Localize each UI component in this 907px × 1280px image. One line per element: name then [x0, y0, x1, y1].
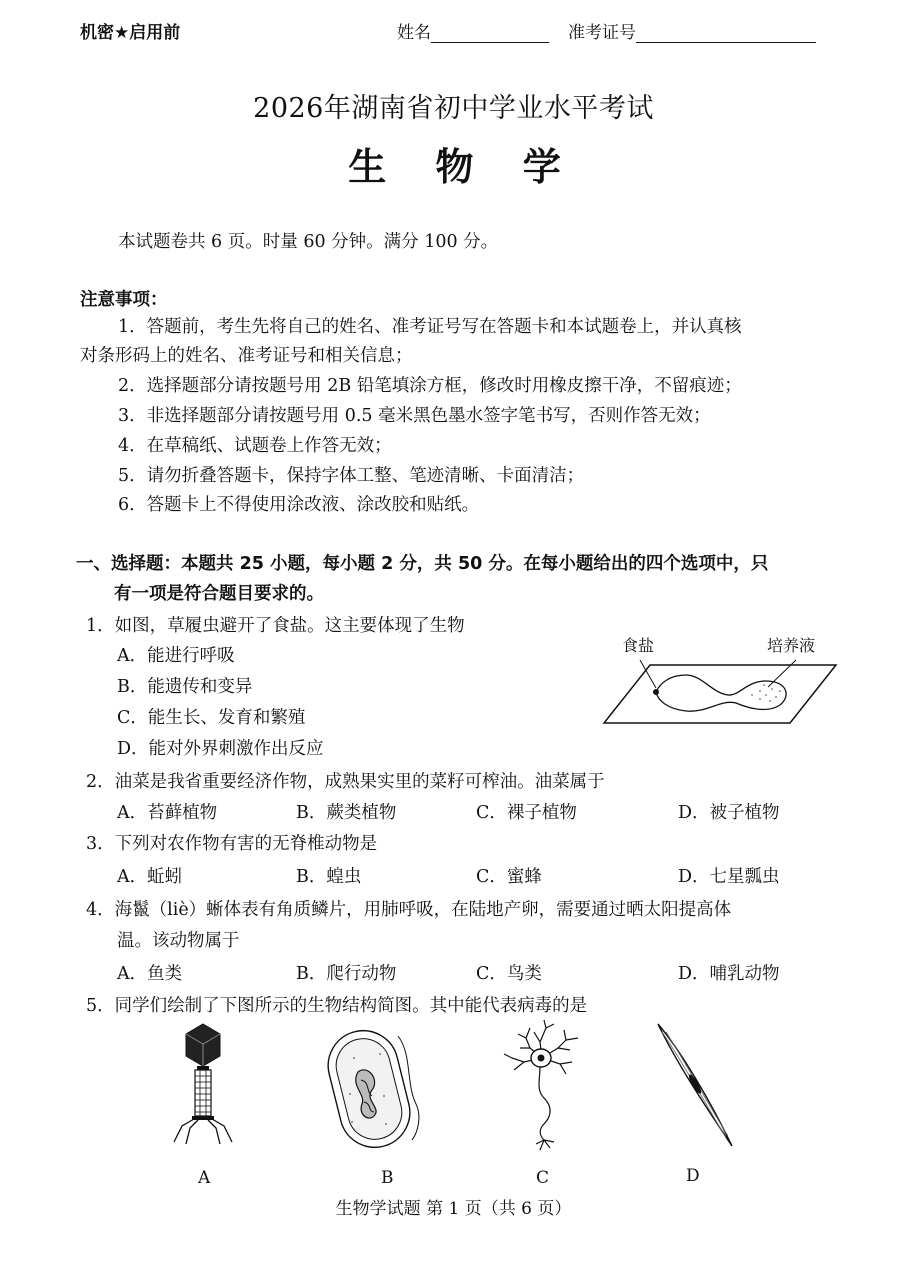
- question-4-stem: 4．海鬣（liè）蜥体表有角质鳞片，用肺呼吸，在陆地产卵，需要通过晒太阳提高体: [86, 900, 732, 920]
- q4-option-a: A．鱼类: [117, 964, 183, 984]
- question-1-stem: 1．如图，草履虫避开了食盐。这主要体现了生物: [86, 616, 465, 636]
- figure-label-d: D: [686, 1166, 700, 1186]
- subject-title: 生 物 学: [348, 145, 579, 189]
- bacterium-figure: [328, 1024, 428, 1154]
- q1-option-a: A．能进行呼吸: [117, 646, 235, 666]
- note-item: 2．选择题部分请按题号用 2B 铅笔填涂方框，修改时用橡皮擦干净，不留痕迹；: [118, 376, 742, 396]
- name-label: 姓名: [397, 23, 431, 43]
- name-field: [397, 18, 549, 43]
- muscle-cell-figure: [650, 1020, 740, 1150]
- note-item: 4．在草稿纸、试题卷上作答无效；: [118, 436, 392, 456]
- q3-option-c: C．蜜蜂: [476, 867, 542, 887]
- q4-option-c: C．鸟类: [476, 964, 542, 984]
- exam-title: 2026年湖南省初中学业水平考试: [253, 93, 654, 124]
- salt-label: 食盐: [622, 636, 655, 655]
- note-item: 1．答题前，考生先将自己的姓名、准考证号写在答题卡和本试题卷上，并认真核: [118, 317, 742, 337]
- figure-label-c: C: [536, 1168, 550, 1188]
- question-4-stem-cont: 温。该动物属于: [117, 931, 240, 951]
- question-3-stem: 3．下列对农作物有害的无脊椎动物是: [86, 834, 378, 854]
- q3-option-b: B．蝗虫: [296, 867, 362, 887]
- virus-figure: [168, 1022, 238, 1144]
- question-5-stem: 5．同学们绘制了下图所示的生物结构简图。其中能代表病毒的是: [86, 996, 588, 1016]
- question-2-stem: 2．油菜是我省重要经济作物，成熟果实里的菜籽可榨油。油菜属于: [86, 772, 605, 792]
- q2-option-b: B．蕨类植物: [296, 803, 397, 823]
- note-item: 对条形码上的姓名、准考证号和相关信息；: [80, 346, 413, 366]
- q1-option-c: C．能生长、发育和繁殖: [117, 708, 306, 728]
- section-heading: 一、选择题：本题共 25 小题，每小题 2 分，共 50 分。在每小题给出的四个选项中，只: [76, 554, 769, 574]
- exam-id-field: [568, 18, 816, 43]
- q3-option-d: D．七星瓢虫: [678, 867, 780, 887]
- figure-label-a: A: [198, 1168, 211, 1188]
- exam-id-label: 准考证号: [568, 23, 636, 43]
- section-heading-cont: 有一项是符合题目要求的。: [114, 584, 324, 604]
- q2-option-d: D．被子植物: [678, 803, 780, 823]
- q4-option-b: B．爬行动物: [296, 964, 397, 984]
- slide-figure: [600, 655, 840, 730]
- figure-label-b: B: [381, 1168, 394, 1188]
- note-item: 5．请勿折叠答题卡，保持字体工整、笔迹清晰、卡面清洁；: [118, 466, 585, 486]
- q1-option-b: B．能遗传和变异: [117, 677, 253, 697]
- culture-fluid-label: 培养液: [767, 636, 816, 655]
- exam-id-blank: [636, 24, 816, 43]
- neuron-figure: [500, 1018, 584, 1152]
- note-item: 6．答题卡上不得使用涂改液、涂改胶和贴纸。: [118, 495, 480, 515]
- q2-option-a: A．苔藓植物: [117, 803, 218, 823]
- q2-option-c: C．裸子植物: [476, 803, 577, 823]
- exam-info: 本试题卷共 6 页。时量 60 分钟。满分 100 分。: [118, 232, 499, 252]
- q1-option-d: D．能对外界刺激作出反应: [117, 739, 324, 759]
- note-item: 3．非选择题部分请按题号用 0.5 毫米黑色墨水签字笔书写，否则作答无效；: [118, 406, 711, 426]
- confidential-label: 机密★启用前: [80, 23, 181, 43]
- notes-heading: 注意事项：: [80, 290, 168, 310]
- q3-option-a: A．蚯蚓: [117, 867, 183, 887]
- q4-option-d: D．哺乳动物: [678, 964, 780, 984]
- page-footer: 生物学试题 第 1 页（共 6 页）: [335, 1199, 572, 1219]
- name-blank: [431, 24, 549, 43]
